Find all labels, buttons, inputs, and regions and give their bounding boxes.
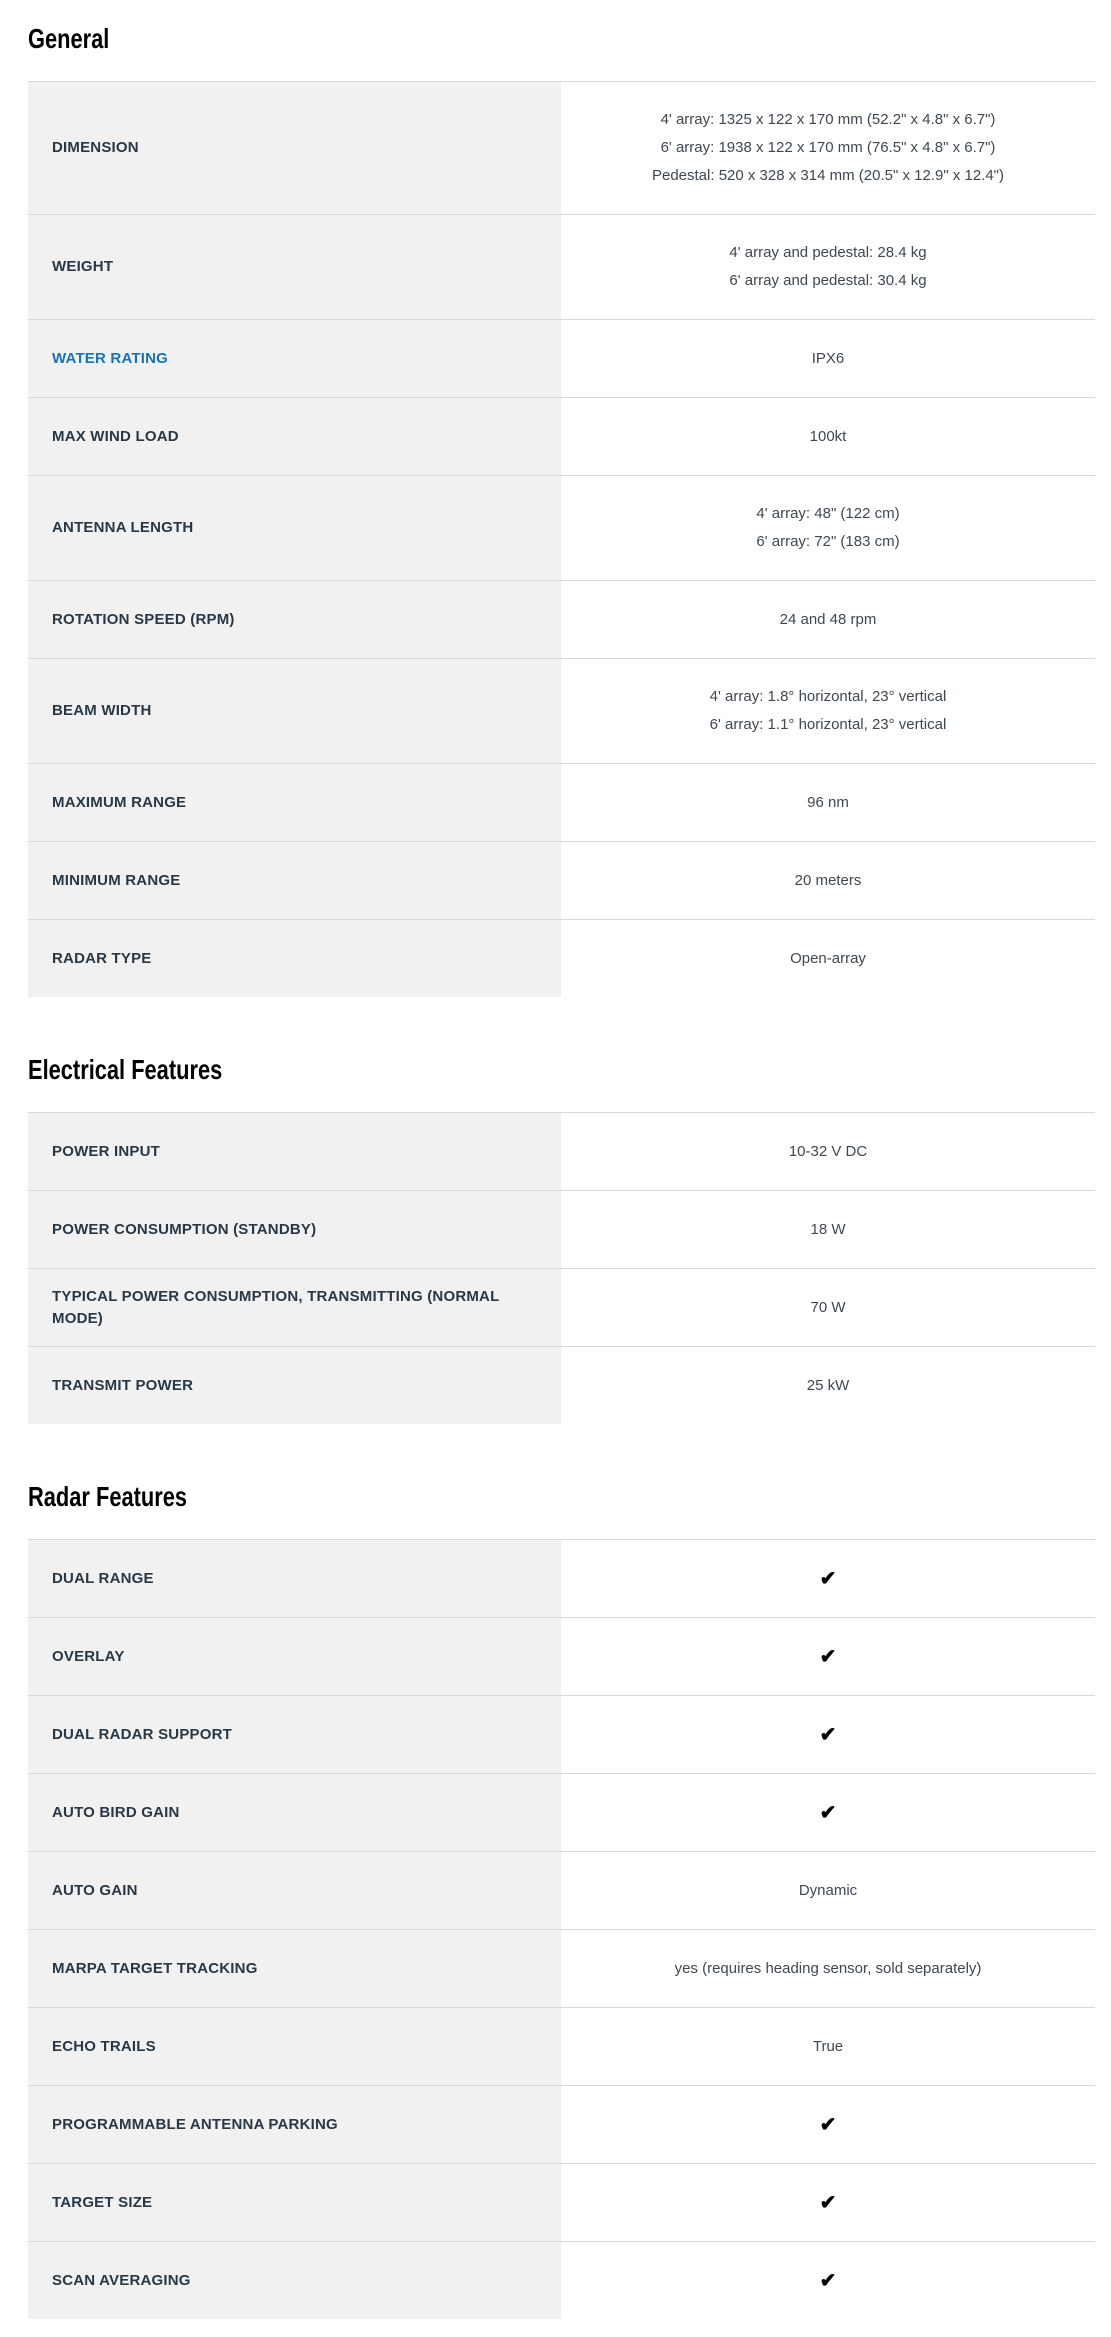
spec-section bbox=[28, 22, 1095, 997]
spec-value-cell bbox=[561, 1113, 1095, 1190]
checkmark-icon: ✔ bbox=[819, 1645, 837, 1668]
spec-label: WEIGHT bbox=[52, 258, 114, 275]
checkmark-icon: ✔ bbox=[819, 1723, 837, 1746]
spec-row bbox=[28, 319, 1095, 397]
spec-label: ROTATION SPEED (RPM) bbox=[52, 610, 235, 628]
section-title: General bbox=[28, 23, 110, 54]
spec-value-line: 96 nm bbox=[807, 793, 849, 811]
spec-label: MAXIMUM RANGE bbox=[52, 793, 187, 811]
spec-label-cell bbox=[28, 1930, 561, 2007]
spec-value-cell bbox=[561, 2164, 1095, 2241]
spec-value-cell bbox=[561, 581, 1095, 658]
spec-label-cell bbox=[28, 476, 561, 580]
spec-label: OVERLAY bbox=[52, 1647, 125, 1665]
spec-label: RADAR TYPE bbox=[52, 949, 152, 967]
spec-label-cell bbox=[28, 2086, 561, 2163]
spec-label: MARPA TARGET TRACKING bbox=[52, 1959, 258, 1977]
spec-row bbox=[28, 841, 1095, 919]
spec-value-cell bbox=[561, 1191, 1095, 1268]
spec-value-cell bbox=[561, 1347, 1095, 1424]
spec-value-cell bbox=[561, 659, 1095, 763]
spec-row bbox=[28, 580, 1095, 658]
spec-row bbox=[28, 1773, 1095, 1851]
spec-value-line: yes (requires heading sensor, sold separately) bbox=[674, 1959, 982, 1977]
spec-value-cell bbox=[561, 1269, 1095, 1346]
spec-value-line: Dynamic bbox=[798, 1881, 858, 1899]
spec-label-cell bbox=[28, 1347, 561, 1424]
spec-label: TRANSMIT POWER bbox=[52, 1376, 194, 1394]
spec-label-cell bbox=[28, 842, 561, 919]
spec-value-cell bbox=[561, 1696, 1095, 1773]
spec-value-cell bbox=[561, 1852, 1095, 1929]
spec-value-line: 70 W bbox=[810, 1298, 846, 1316]
spec-value-line: 24 and 48 rpm bbox=[779, 610, 877, 628]
spec-value-line: 4' array: 1.8° horizontal, 23° vertical bbox=[709, 688, 947, 705]
spec-label-cell bbox=[28, 2242, 561, 2319]
spec-value-cell bbox=[561, 1930, 1095, 2007]
checkmark-icon: ✔ bbox=[819, 2191, 837, 2214]
spec-row bbox=[28, 2085, 1095, 2163]
spec-value-cell bbox=[561, 764, 1095, 841]
spec-label: BEAM WIDTH bbox=[52, 702, 152, 719]
spec-table bbox=[28, 81, 1095, 997]
spec-label-cell bbox=[28, 1191, 561, 1268]
spec-row bbox=[28, 1929, 1095, 2007]
spec-value-cell bbox=[561, 920, 1095, 997]
spec-label: POWER INPUT bbox=[52, 1142, 161, 1160]
spec-value-cell bbox=[561, 2242, 1095, 2319]
spec-row bbox=[28, 763, 1095, 841]
spec-label: MAX WIND LOAD bbox=[52, 427, 179, 445]
spec-table bbox=[28, 1112, 1095, 1424]
spec-row bbox=[28, 397, 1095, 475]
spec-value-line: 4' array: 48" (122 cm) bbox=[756, 505, 900, 522]
spec-table bbox=[28, 1539, 1095, 2319]
spec-label: SCAN AVERAGING bbox=[52, 2271, 191, 2289]
spec-value-cell bbox=[561, 2008, 1095, 2085]
spec-label: ECHO TRAILS bbox=[52, 2037, 156, 2055]
spec-value-line: 4' array: 1325 x 122 x 170 mm (52.2" x 4.8" x 6.7") bbox=[660, 111, 996, 128]
spec-row bbox=[28, 475, 1095, 580]
spec-row bbox=[28, 1695, 1095, 1773]
spec-value-line: Pedestal: 520 x 328 x 314 mm (20.5" x 12.9" x 12.4") bbox=[651, 167, 1004, 184]
spec-row bbox=[28, 1190, 1095, 1268]
section-title: Electrical Features bbox=[28, 1054, 223, 1085]
spec-label: DUAL RANGE bbox=[52, 1569, 154, 1587]
spec-row bbox=[28, 2241, 1095, 2319]
spec-label-cell bbox=[28, 2164, 561, 2241]
spec-section bbox=[28, 1053, 1095, 1424]
spec-label-cell bbox=[28, 320, 561, 397]
spec-row bbox=[28, 1617, 1095, 1695]
spec-value-line: 18 W bbox=[810, 1220, 846, 1238]
spec-row bbox=[28, 919, 1095, 997]
spec-value-line: True bbox=[812, 2037, 844, 2055]
spec-label: DIMENSION bbox=[52, 139, 139, 156]
spec-value-line: 6' array: 72" (183 cm) bbox=[756, 533, 900, 550]
spec-value-cell bbox=[561, 842, 1095, 919]
spec-label: PROGRAMMABLE ANTENNA PARKING bbox=[52, 2115, 338, 2133]
spec-value-cell bbox=[561, 1540, 1095, 1617]
spec-value-line: 6' array and pedestal: 30.4 kg bbox=[729, 272, 927, 289]
spec-value-cell bbox=[561, 398, 1095, 475]
spec-label-cell bbox=[28, 398, 561, 475]
spec-row bbox=[28, 1268, 1095, 1346]
checkmark-icon: ✔ bbox=[819, 1567, 837, 1590]
spec-value-cell bbox=[561, 320, 1095, 397]
spec-label: AUTO BIRD GAIN bbox=[52, 1803, 180, 1821]
checkmark-icon: ✔ bbox=[819, 2113, 837, 2136]
spec-value-line: 6' array: 1938 x 122 x 170 mm (76.5" x 4.8" x 6.7") bbox=[660, 139, 996, 156]
spec-row bbox=[28, 1539, 1095, 1617]
spec-value-cell bbox=[561, 2086, 1095, 2163]
spec-value-line: 20 meters bbox=[794, 871, 862, 889]
spec-row bbox=[28, 2007, 1095, 2085]
spec-value-line: Open-array bbox=[790, 949, 866, 967]
spec-label: POWER CONSUMPTION (STANDBY) bbox=[52, 1220, 317, 1238]
spec-row bbox=[28, 1346, 1095, 1424]
spec-label-cell bbox=[28, 1774, 561, 1851]
spec-value-line: 6' array: 1.1° horizontal, 23° vertical bbox=[709, 716, 947, 733]
spec-label-link[interactable]: WATER RATING bbox=[52, 349, 168, 367]
spec-row bbox=[28, 81, 1095, 214]
spec-label-cell bbox=[28, 1618, 561, 1695]
spec-row bbox=[28, 1112, 1095, 1190]
spec-row bbox=[28, 2163, 1095, 2241]
spec-value-cell bbox=[561, 215, 1095, 319]
spec-label: DUAL RADAR SUPPORT bbox=[52, 1725, 232, 1743]
spec-label: TARGET SIZE bbox=[52, 2193, 153, 2211]
spec-value-line: 10-32 V DC bbox=[788, 1142, 868, 1160]
spec-label-cell bbox=[28, 659, 561, 763]
spec-value-cell bbox=[561, 476, 1095, 580]
spec-label-cell bbox=[28, 2008, 561, 2085]
spec-label: AUTO GAIN bbox=[52, 1881, 138, 1899]
checkmark-icon: ✔ bbox=[819, 2269, 837, 2292]
spec-label-cell bbox=[28, 215, 561, 319]
spec-label: ANTENNA LENGTH bbox=[52, 519, 194, 536]
spec-label-cell bbox=[28, 1113, 561, 1190]
spec-value-cell bbox=[561, 1618, 1095, 1695]
spec-label-cell bbox=[28, 1852, 561, 1929]
spec-label-cell bbox=[28, 764, 561, 841]
spec-label-cell bbox=[28, 1540, 561, 1617]
spec-value-line: 100kt bbox=[809, 427, 847, 445]
spec-label-cell bbox=[28, 920, 561, 997]
spec-row bbox=[28, 658, 1095, 763]
spec-row bbox=[28, 214, 1095, 319]
spec-value-cell bbox=[561, 1774, 1095, 1851]
spec-label: MINIMUM RANGE bbox=[52, 871, 181, 889]
spec-label-cell bbox=[28, 1269, 561, 1346]
spec-value-line: IPX6 bbox=[811, 349, 845, 367]
spec-section bbox=[28, 1480, 1095, 2319]
spec-value-line: 25 kW bbox=[806, 1376, 850, 1394]
checkmark-icon: ✔ bbox=[819, 1801, 837, 1824]
spec-value-cell bbox=[561, 82, 1095, 214]
spec-row bbox=[28, 1851, 1095, 1929]
spec-label-cell bbox=[28, 1696, 561, 1773]
spec-value-line: 4' array and pedestal: 28.4 kg bbox=[729, 244, 927, 261]
spec-label-cell bbox=[28, 82, 561, 214]
spec-label: TYPICAL POWER CONSUMPTION, TRANSMITTING (NORMAL MODE) bbox=[52, 1287, 500, 1327]
spec-label-cell bbox=[28, 581, 561, 658]
section-title: Radar Features bbox=[28, 1481, 188, 1512]
